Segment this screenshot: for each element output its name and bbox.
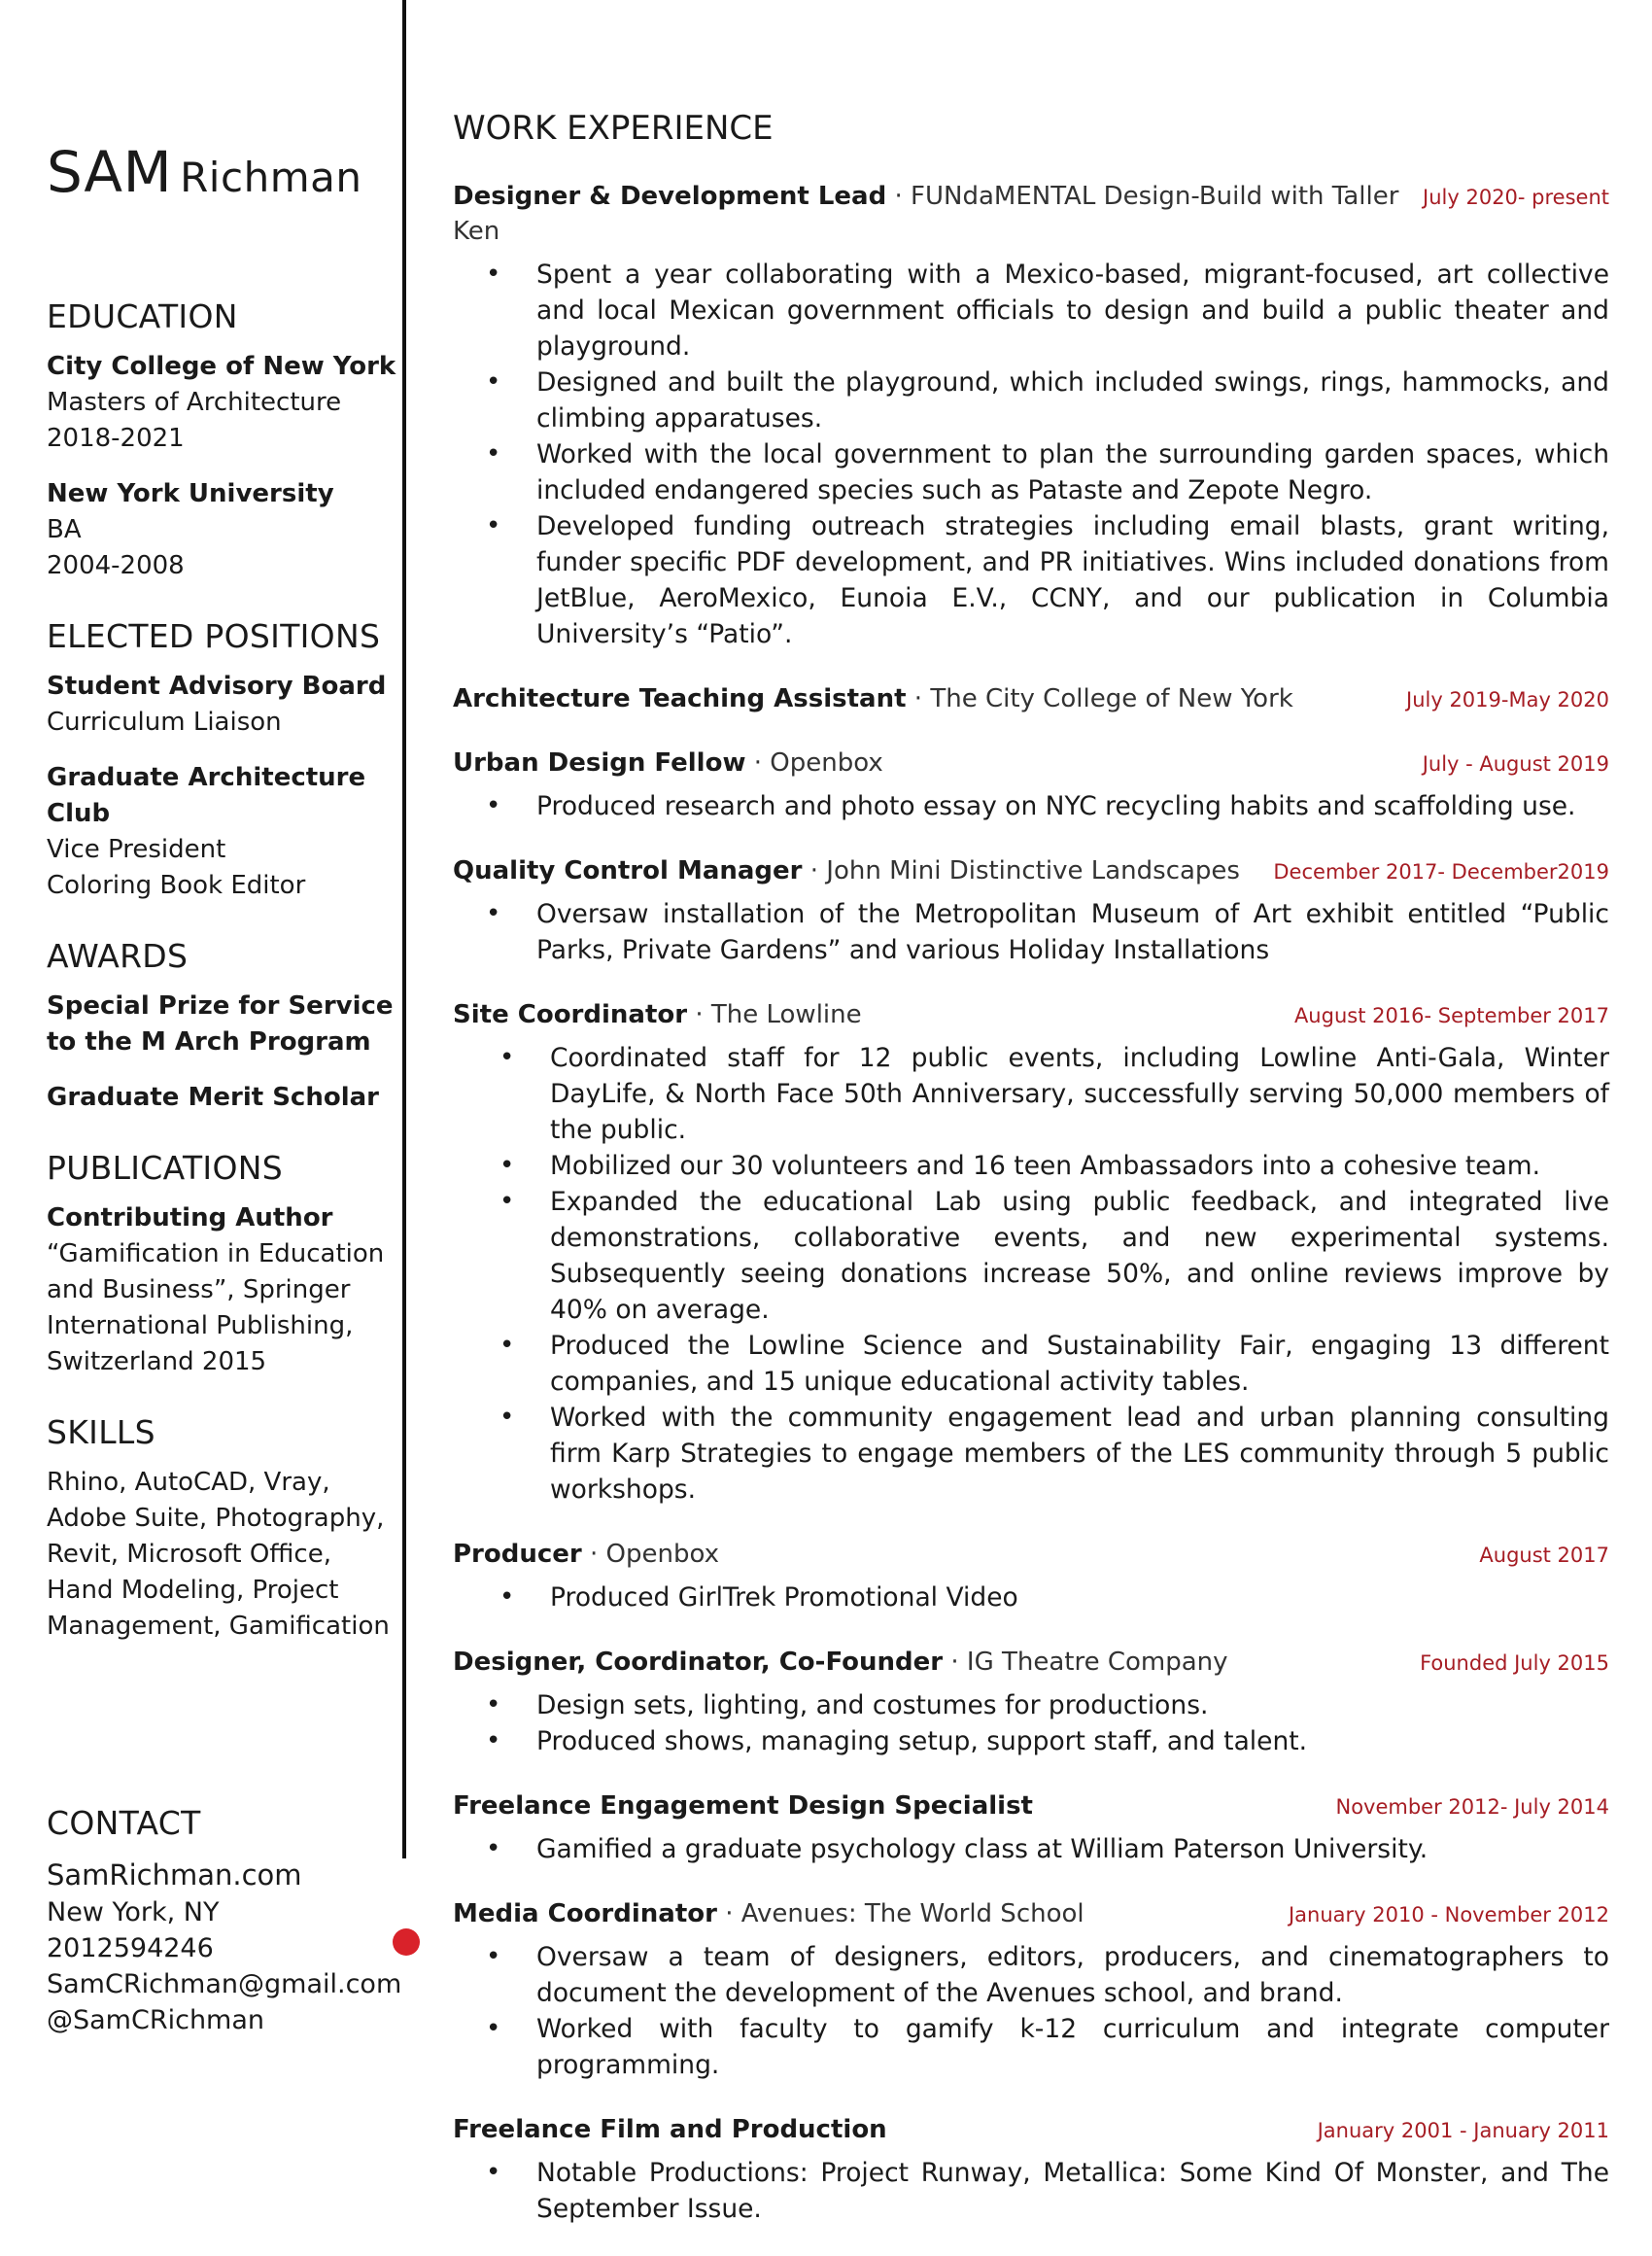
skills-section: [47, 1413, 396, 1645]
bullet-item: • Spent a year collaborating with a Mexico-based, migrant-focused, art collective and local Mexican government officials to design and build a public theater and playground.: [536, 257, 1609, 364]
job-bullets: [453, 1579, 1609, 1615]
years: 2018-2021: [47, 424, 185, 453]
job-title: [453, 1645, 1228, 1680]
job-bullets: [453, 1687, 1609, 1759]
publication-role: Contributing Author: [47, 1203, 333, 1232]
position-org: Graduate Architecture Club: [47, 763, 366, 828]
bullet-item: • Worked with faculty to gamify k-12 curriculum and integrate computer programming.: [536, 2011, 1609, 2083]
elected-entry: [47, 669, 396, 741]
bullet-item: • Design sets, lighting, and costumes for productions.: [536, 1687, 1609, 1723]
job-role: Freelance Film and Production: [453, 2115, 887, 2144]
location: New York, NY: [47, 1897, 220, 1927]
job-organization: · Openbox: [581, 1540, 719, 1569]
school-name: New York University: [47, 479, 334, 508]
job-organization: · The City College of New York: [906, 684, 1293, 713]
last-name: Richman: [180, 154, 362, 201]
job-entry: [453, 179, 1609, 652]
job-entry: [453, 1788, 1609, 1867]
bullet-item: • Produced the Lowline Science and Sustainability Fair, engaging 13 different companies, and 15 unique educational activity tables.: [550, 1328, 1609, 1400]
education-entry: [47, 476, 396, 584]
education-entry: [47, 349, 396, 457]
position-org: Student Advisory Board: [47, 672, 387, 701]
skill-line: Management, Gamification: [47, 1612, 390, 1641]
contact-section: [47, 1804, 402, 2038]
job-organization: · Openbox: [745, 748, 883, 778]
bullet-item: • Produced shows, managing setup, support staff, and talent.: [536, 1723, 1609, 1759]
vertical-divider: [402, 0, 406, 1858]
job-role: Media Coordinator: [453, 1899, 717, 1928]
publications-section: [47, 1149, 396, 1380]
award-entry: [47, 1080, 396, 1116]
job-entry: [453, 1645, 1609, 1759]
awards-section: [47, 937, 396, 1116]
bullet-item: • Designed and built the playground, which included swings, rings, hammocks, and climbing apparatuses.: [536, 364, 1609, 436]
job-role: Producer: [453, 1540, 582, 1569]
job-bullets: [453, 1831, 1609, 1867]
publications-heading: PUBLICATIONS: [47, 1149, 283, 1187]
job-bullets: [453, 2155, 1609, 2227]
bullet-item: • Gamified a graduate psychology class at William Paterson University.: [536, 1831, 1609, 1867]
bullet-item: • Notable Productions: Project Runway, Metallica: Some Kind Of Monster, and The September Issue.: [536, 2155, 1609, 2227]
job-role: Designer & Development Lead: [453, 182, 887, 211]
job-organization: · The Lowline: [687, 1000, 862, 1029]
job-date: August 2016- September 2017: [1293, 1004, 1609, 1027]
skill-line: Revit, Microsoft Office,: [47, 1540, 331, 1569]
job-entry: [453, 1537, 1609, 1615]
job-list: [453, 179, 1609, 2227]
job-role: Designer, Coordinator, Co-Founder: [453, 1648, 944, 1677]
bullet-item: • Worked with the community engagement lead and urban planning consulting firm Karp Strategies to engage members of the LES community through 5 public workshops.: [550, 1400, 1609, 1508]
job-title: [453, 853, 1240, 888]
job-role: Architecture Teaching Assistant: [453, 684, 907, 713]
job-role: Urban Design Fellow: [453, 748, 746, 778]
skill-line: Rhino, AutoCAD, Vray,: [47, 1468, 330, 1497]
elected-heading: ELECTED POSITIONS: [47, 617, 381, 655]
sidebar: [47, 139, 396, 1678]
job-date: November 2012- July 2014: [1335, 1795, 1609, 1819]
job-role: Freelance Engagement Design Specialist: [453, 1791, 1033, 1821]
degree: BA: [47, 515, 82, 544]
phone[interactable]: 2012594246: [47, 1933, 214, 1963]
job-header: [453, 1896, 1609, 1931]
award-entry: [47, 989, 396, 1060]
job-role: Site Coordinator: [453, 1000, 688, 1029]
bullet-item: • Oversaw a team of designers, editors, producers, and cinematographers to document the development of the Avenues school, and brand.: [536, 1939, 1609, 2011]
job-header: [453, 853, 1609, 888]
job-header: [453, 997, 1609, 1032]
publication-line: Switzerland 2015: [47, 1347, 267, 1376]
job-date: August 2017: [1479, 1544, 1609, 1567]
job-title: [453, 746, 883, 781]
degree: Masters of Architecture: [47, 388, 342, 417]
job-date: December 2017- December2019: [1273, 860, 1609, 884]
education-heading: EDUCATION: [47, 297, 238, 335]
publication-entry: [47, 1200, 396, 1380]
job-entry: [453, 997, 1609, 1508]
job-header: [453, 1788, 1609, 1823]
red-dot-marker: [393, 1928, 420, 1956]
job-entry: [453, 746, 1609, 824]
email-link[interactable]: SamCRichman@gmail.com: [47, 1969, 402, 1999]
bullet-item: • Worked with the local government to plan the surrounding garden spaces, which included endangered species such as Pataste and Zepote Negro.: [536, 436, 1609, 508]
job-date: July - August 2019: [1422, 752, 1609, 776]
job-bullets: [453, 1040, 1609, 1508]
elected-section: [47, 617, 396, 904]
school-name: City College of New York: [47, 352, 396, 381]
job-header: [453, 746, 1609, 781]
bullet-item: • Oversaw installation of the Metropolitan Museum of Art exhibit entitled “Public Parks, Private Gardens” and various Holiday Installations: [536, 896, 1609, 968]
publication-line: and Business”, Springer: [47, 1275, 351, 1304]
job-title: [453, 681, 1293, 716]
position-title: Vice President: [47, 835, 226, 864]
job-entry: [453, 2112, 1609, 2227]
job-title: [453, 1896, 1084, 1931]
position-title: Curriculum Liaison: [47, 708, 282, 737]
contact-heading: CONTACT: [47, 1804, 201, 1842]
job-header: [453, 179, 1609, 249]
award-name: Special Prize for Service to the M Arch Program: [47, 991, 394, 1057]
elected-entry: [47, 760, 396, 904]
job-date: July 2020- present: [1423, 186, 1609, 209]
job-title: [453, 1537, 719, 1572]
first-name: SAM: [47, 139, 173, 205]
work-experience-section: [453, 109, 1609, 2256]
skills-heading: SKILLS: [47, 1413, 155, 1451]
bullet-item: • Produced GirlTrek Promotional Video: [550, 1579, 1609, 1615]
job-organization: · Avenues: The World School: [716, 1899, 1084, 1928]
job-title: [453, 179, 1423, 249]
job-bullets: [453, 788, 1609, 824]
job-bullets: [453, 896, 1609, 968]
award-name: Graduate Merit Scholar: [47, 1083, 379, 1112]
social-handle[interactable]: @SamCRichman: [47, 2005, 265, 2035]
candidate-name: [47, 139, 396, 205]
job-date: Founded July 2015: [1420, 1651, 1609, 1675]
skill-line: Adobe Suite, Photography,: [47, 1504, 385, 1533]
bullet-item: • Coordinated staff for 12 public events, including Lowline Anti-Gala, Winter DayLife, & North Face 50th Anniversary, successfully serving 50,000 members of the public.: [550, 1040, 1609, 1148]
job-date: January 2001 - January 2011: [1317, 2119, 1609, 2142]
bullet-item: • Expanded the educational Lab using public feedback, and integrated live demonstrations, collaborative events, and new experimental systems. Subsequently seeing donations increase 50%, and online reviews improve by 40% on average.: [550, 1184, 1609, 1328]
job-entry: [453, 853, 1609, 968]
job-entry: [453, 681, 1609, 716]
job-bullets: [453, 257, 1609, 652]
bullet-item: • Produced research and photo essay on NYC recycling habits and scaffolding use.: [536, 788, 1609, 824]
job-header: [453, 1537, 1609, 1572]
job-organization: · John Mini Distinctive Landscapes: [802, 856, 1240, 885]
job-header: [453, 681, 1609, 716]
publication-line: International Publishing,: [47, 1311, 354, 1340]
work-heading: WORK EXPERIENCE: [453, 109, 774, 148]
job-role: Quality Control Manager: [453, 856, 803, 885]
job-header: [453, 2112, 1609, 2147]
job-title: [453, 1788, 1033, 1823]
bullet-item: • Mobilized our 30 volunteers and 16 teen Ambassadors into a cohesive team.: [550, 1148, 1609, 1184]
job-title: [453, 997, 862, 1032]
website-link[interactable]: SamRichman.com: [47, 1858, 302, 1892]
awards-heading: AWARDS: [47, 937, 189, 975]
job-date: January 2010 - November 2012: [1288, 1903, 1609, 1926]
position-title: Coloring Book Editor: [47, 871, 306, 900]
job-bullets: [453, 1939, 1609, 2083]
years: 2004-2008: [47, 551, 185, 580]
job-date: July 2019-May 2020: [1406, 688, 1609, 712]
job-title: [453, 2112, 887, 2147]
bullet-item: • Developed funding outreach strategies including email blasts, grant writing, funder specific PDF development, and PR initiatives. Wins included donations from JetBlue, AeroMexico, Eunoia E.V., CCNY, and our publication in Columbia University’s “Patio”.: [536, 508, 1609, 652]
education-section: [47, 297, 396, 584]
job-entry: [453, 1896, 1609, 2083]
job-organization: · FUNdaMENTAL Design-Build with Taller Ken: [453, 182, 1399, 246]
skill-line: Hand Modeling, Project: [47, 1576, 339, 1605]
job-header: [453, 1645, 1609, 1680]
job-organization: · IG Theatre Company: [943, 1648, 1228, 1677]
publication-line: “Gamification in Education: [47, 1239, 385, 1268]
